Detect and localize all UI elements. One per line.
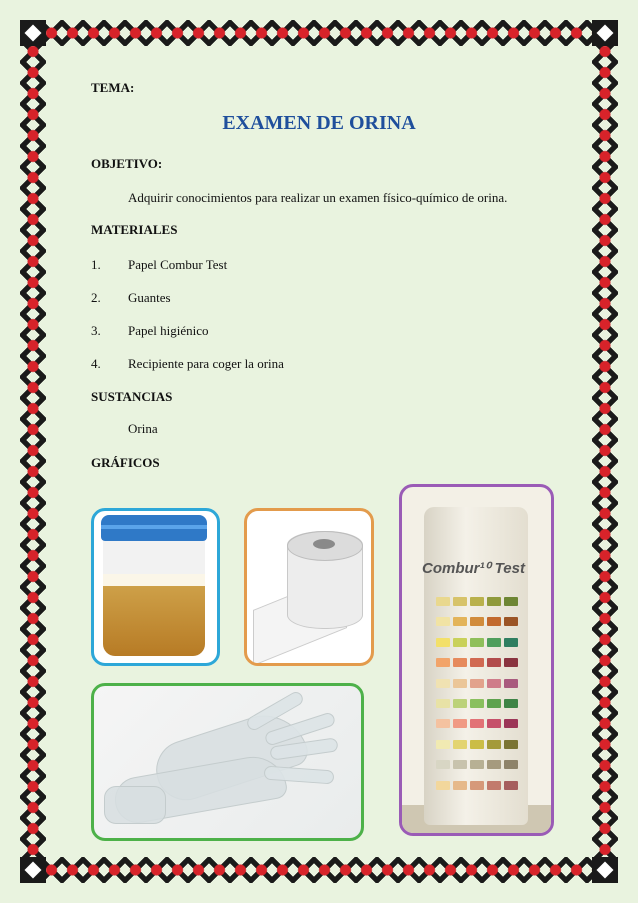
gloves-image	[91, 683, 364, 841]
materiales-item-number: 3.	[91, 323, 101, 338]
materiales-item-number: 2.	[91, 290, 101, 305]
sustancias-label: SUSTANCIAS	[91, 389, 173, 404]
objetivo-text: Adquirir conocimientos para realizar un examen físico-químico de orina.	[128, 190, 508, 205]
materiales-item-text: Papel higiénico	[128, 323, 209, 338]
urine-cup-image	[91, 508, 220, 666]
corner-bottom-left-icon	[20, 857, 46, 883]
sustancias-text: Orina	[128, 421, 158, 436]
cup-foam	[103, 574, 205, 586]
border-top	[20, 20, 618, 46]
glove-cuff	[104, 786, 166, 824]
combur-test-image	[399, 484, 554, 836]
tema-label: TEMA:	[91, 80, 135, 95]
graficos-label: GRÁFICOS	[91, 455, 160, 470]
materiales-item-text: Guantes	[128, 290, 171, 305]
materiales-item-number: 4.	[91, 356, 101, 371]
corner-top-right-icon	[592, 20, 618, 46]
cup-body	[103, 541, 205, 656]
corner-bottom-right-icon	[592, 857, 618, 883]
combur-label: Combur¹⁰ Test	[422, 560, 525, 577]
border-bottom	[20, 857, 618, 883]
cup-lid	[101, 515, 207, 541]
border-right	[592, 20, 618, 883]
toilet-paper-image	[244, 508, 374, 666]
paper-roll-hole	[313, 539, 335, 549]
border-left	[20, 20, 46, 883]
page-title: EXAMEN DE ORINA	[222, 112, 416, 134]
cup-urine	[103, 582, 205, 656]
materiales-item-text: Recipiente para coger la orina	[128, 356, 284, 371]
objetivo-label: OBJETIVO:	[91, 156, 163, 171]
materiales-item-number: 1.	[91, 257, 101, 272]
combur-color-chart	[436, 597, 518, 797]
materiales-item-text: Papel Combur Test	[128, 257, 228, 272]
materiales-label: MATERIALES	[91, 222, 178, 237]
corner-top-left-icon	[20, 20, 46, 46]
